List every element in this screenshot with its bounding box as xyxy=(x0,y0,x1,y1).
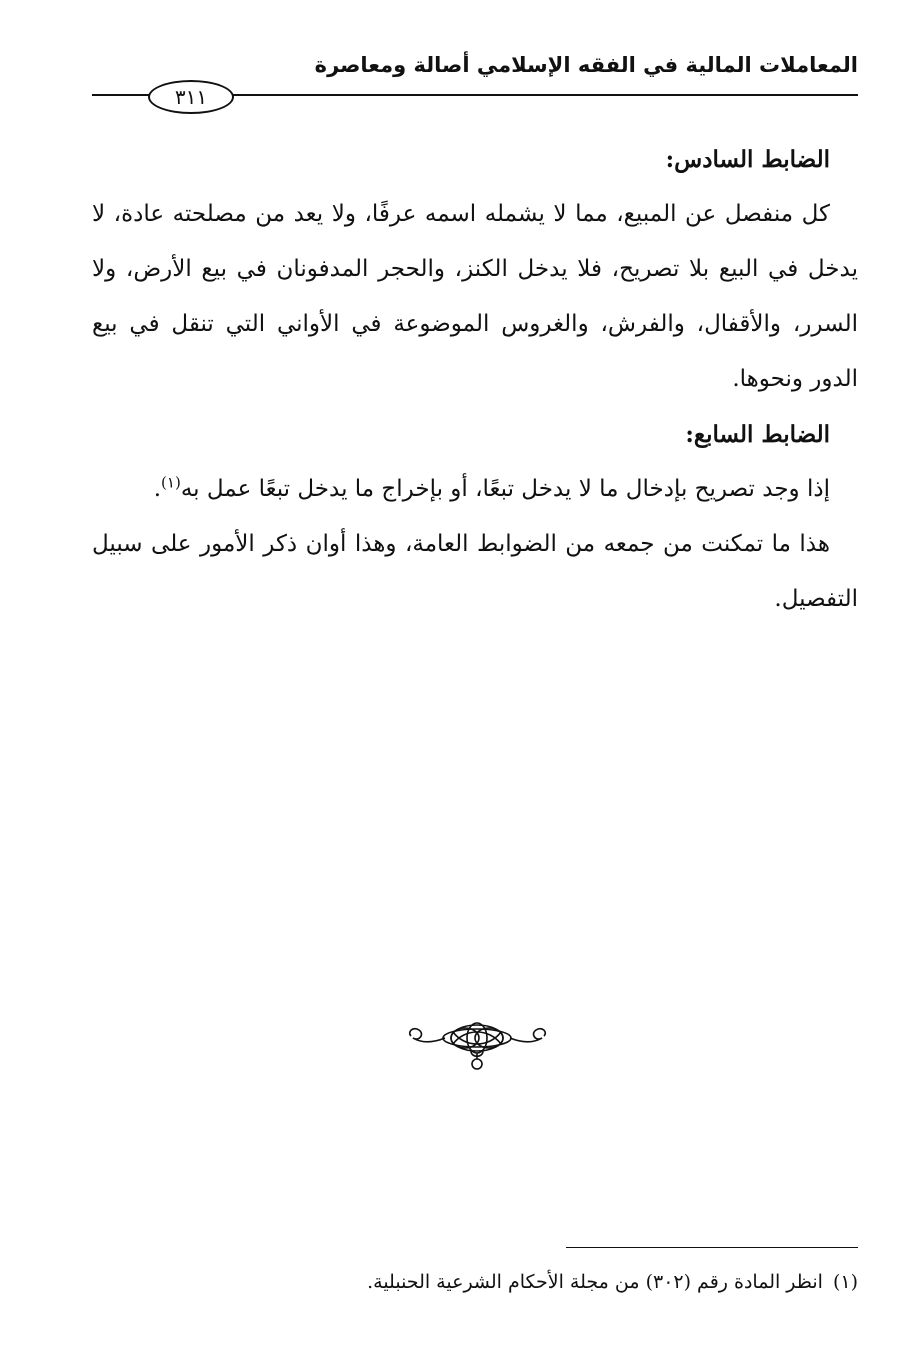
closing-paragraph: هذا ما تمكنت من جمعه من الضوابط العامة، وهذا أوان ذكر الأمور على سبيل التفصيل. xyxy=(92,531,858,612)
section-heading-7: الضابط السابع: xyxy=(685,421,830,448)
page-number: ٣١١ xyxy=(148,80,234,114)
section-paragraph-6: كل منفصل عن المبيع، مما لا يشمله اسمه عرفًا، ولا يعد من مصلحته عادة، لا يدخل في البيع بلا تصريح، فلا يدخل الكنز، والحجر المدفونان في بيع الأرض، ولا السرر، والأقفال، والفرش، والغروس الموضوعة في الأواني التي تنقل في بيع الدور ونحوها. xyxy=(92,201,858,392)
section-heading-6: الضابط السادس: xyxy=(665,146,830,173)
section-paragraph-7-text: إذا وجد تصريح بإدخال ما لا يدخل تبعًا، أو بإخراج ما يدخل تبعًا عمل به xyxy=(180,476,830,502)
decorative-knot-ornament-icon xyxy=(405,1018,550,1080)
footnote-1 xyxy=(92,1262,858,1302)
section-paragraph-7 xyxy=(92,462,858,517)
footnote-reference[interactable]: (١) xyxy=(161,473,181,492)
footnote-rule xyxy=(566,1247,858,1248)
body-text xyxy=(92,132,858,627)
running-title: المعاملات المالية في الفقه الإسلامي أصالة ومعاصرة xyxy=(314,53,858,77)
footnote-text: انظر المادة رقم (٣٠٢) من مجلة الأحكام الشرعية الحنبلية. xyxy=(367,1271,823,1293)
section-paragraph-7-end: . xyxy=(153,476,162,502)
footnote-marker: (١) xyxy=(832,1271,858,1293)
